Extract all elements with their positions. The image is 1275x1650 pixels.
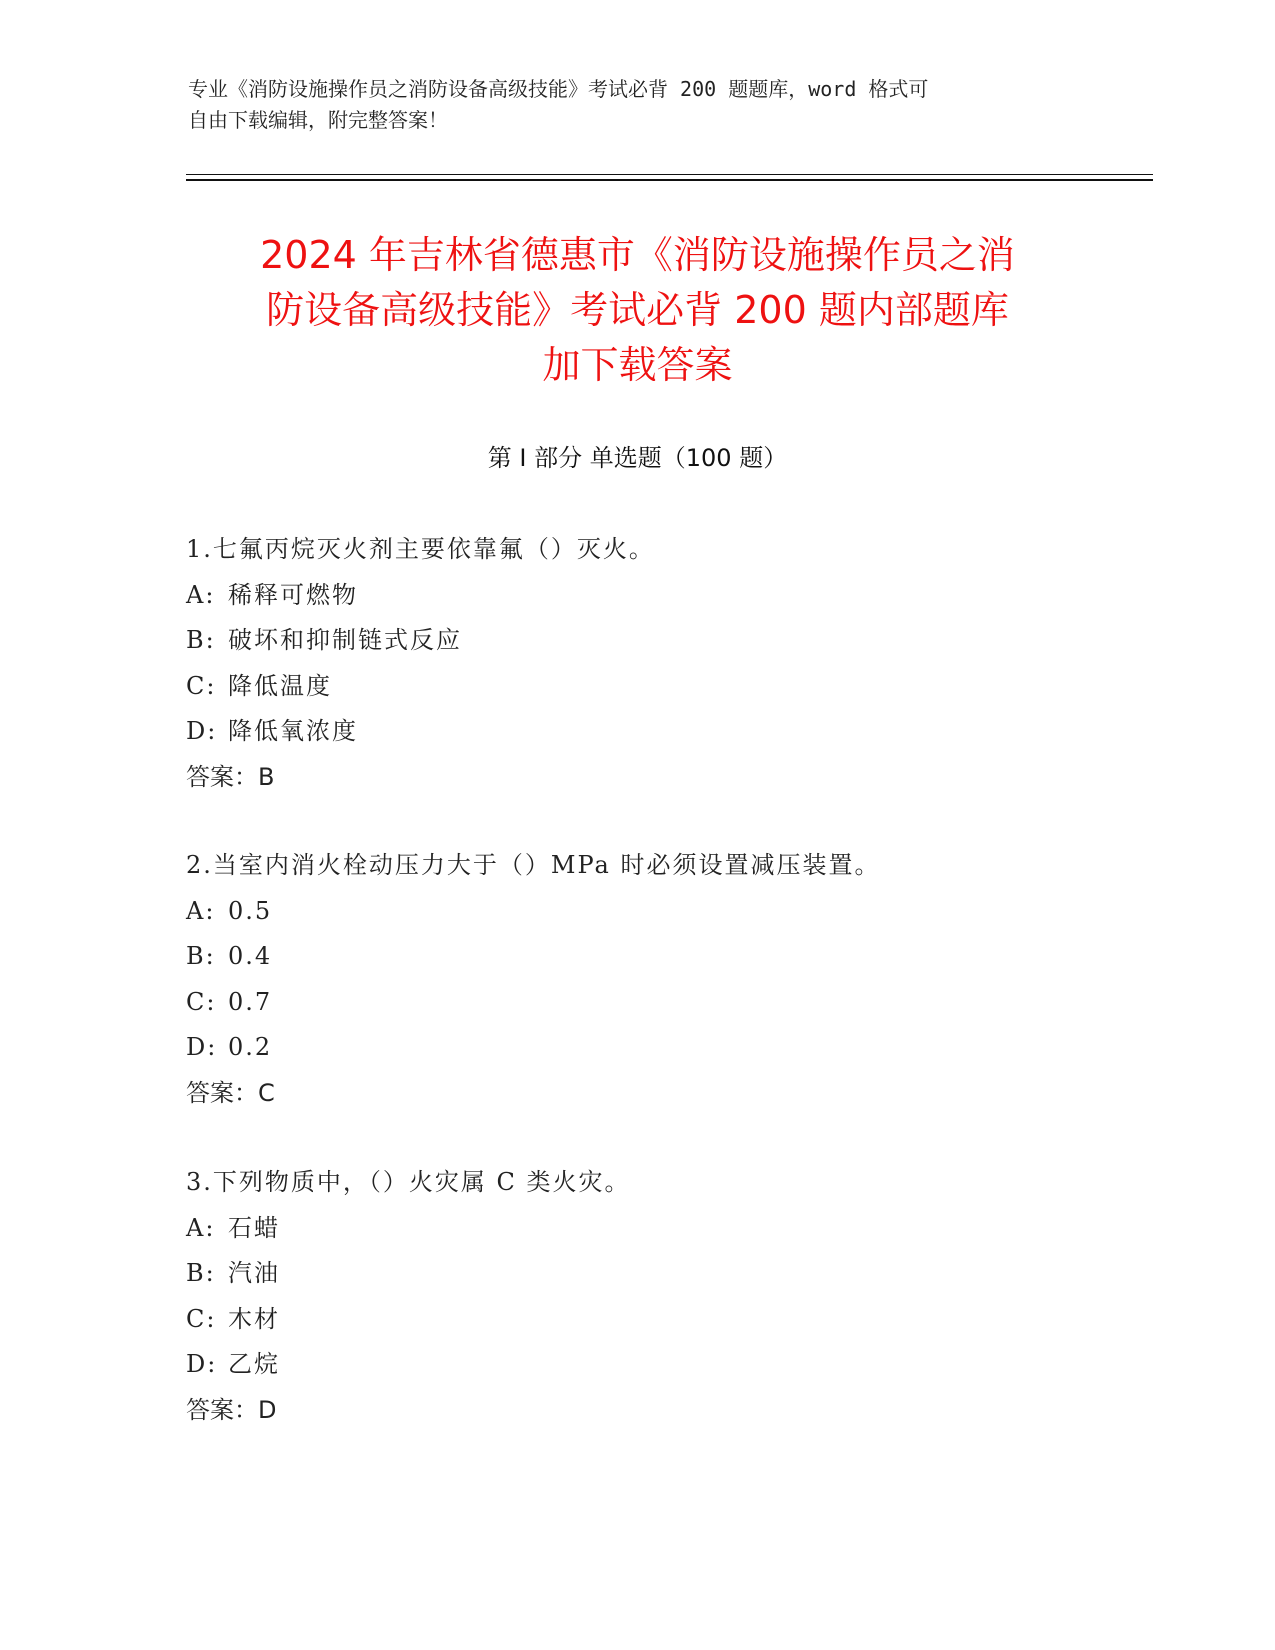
option-letter: B: [186,1259,216,1287]
option-text: 0.4 [228,942,273,970]
option-b [186,934,1146,980]
question-stem: 3.下列物质中，（）火灾属 C 类火灾。 [186,1168,631,1196]
option-text: 0.7 [228,987,273,1016]
answer-line: 答案：C [186,1078,275,1107]
answer-line: 答案：B [186,762,275,791]
option-letter: A: [186,896,216,925]
section-heading: 第 I 部分 单选题（100 题） [487,444,788,472]
question-stem: 1.七氟丙烷灭火剂主要依靠氟（）灭火。 [186,535,655,563]
option-text: 汽油 [228,1259,280,1287]
option-a [186,889,1146,935]
option-text: 破坏和抑制链式反应 [228,626,462,654]
option-c [186,1297,1146,1343]
option-letter: D: [186,717,218,745]
question-stem: 2.当室内消火栓动压力大于（）MPa 时必须设置减压装置。 [186,851,881,879]
header-rule-top [186,174,1153,175]
option-letter: C: [186,1304,217,1333]
document-title-line-3: 加下载答案 [542,343,733,387]
option-text: 稀释可燃物 [228,580,358,609]
document-title-line-1: 2024 年吉林省德惠市《消防设施操作员之消 [260,233,1015,277]
option-d [186,1025,1146,1071]
option-d [186,1342,1146,1388]
header-note-line-1: 专业《消防设施操作员之消防设备高级技能》考试必背 200 题题库，word 格式可 [188,77,929,101]
option-letter: C: [186,671,217,700]
option-letter: B: [186,942,216,970]
option-a [186,573,1146,619]
answer-line: 答案：D [186,1395,277,1424]
option-text: 乙烷 [228,1350,280,1378]
option-text: 降低温度 [228,671,332,700]
option-d [186,709,1146,755]
option-letter: A: [186,580,216,609]
option-a [186,1206,1146,1252]
option-letter: A: [186,1213,216,1242]
question-1 [186,527,1146,800]
document-title-line-2: 防设备高级技能》考试必背 200 题内部题库 [266,288,1009,332]
header-note-line-2: 自由下载编辑，附完整答案！ [188,108,448,132]
option-text: 石蜡 [228,1213,280,1242]
option-text: 降低氧浓度 [228,717,358,745]
option-text: 0.2 [228,1033,273,1061]
header-rule-bottom [186,179,1153,181]
option-letter: D: [186,1033,218,1061]
question-2 [186,843,1146,1116]
option-b [186,618,1146,664]
option-letter: D: [186,1350,218,1378]
document-title [150,228,1125,393]
option-letter: B: [186,626,216,654]
header-note [188,74,1068,136]
option-text: 0.5 [228,896,273,925]
option-letter: C: [186,987,217,1016]
option-c [186,980,1146,1026]
option-c [186,664,1146,710]
question-3 [186,1160,1146,1433]
option-text: 木材 [228,1304,280,1333]
option-b [186,1251,1146,1297]
